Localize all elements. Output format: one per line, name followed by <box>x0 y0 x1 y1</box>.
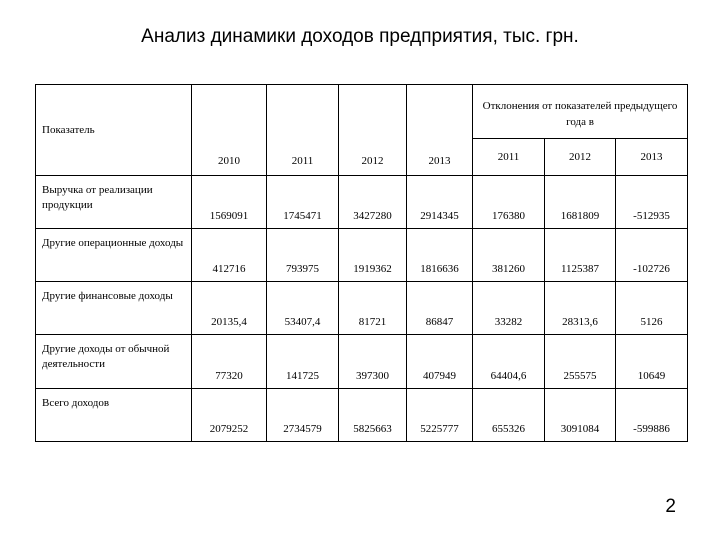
row-label: Другие финансовые доходы <box>36 282 192 335</box>
value-cell: 412716 <box>192 229 267 282</box>
value-cell: 3427280 <box>339 176 407 229</box>
deviation-year-2012: 2012 <box>545 139 616 176</box>
value-cell: 793975 <box>267 229 339 282</box>
value-cell: 2734579 <box>267 389 339 442</box>
table-row <box>36 282 688 335</box>
value-cell: 141725 <box>267 335 339 389</box>
row-label: Другие доходы от обычной деятельности <box>36 335 192 389</box>
deviation-cell: 28313,6 <box>545 282 616 335</box>
deviation-cell: -102726 <box>616 229 688 282</box>
row-label: Другие операционные доходы <box>36 229 192 282</box>
deviation-year-2011: 2011 <box>473 139 545 176</box>
value-cell: 1816636 <box>407 229 473 282</box>
deviation-cell: 255575 <box>545 335 616 389</box>
value-cell: 5825663 <box>339 389 407 442</box>
deviation-year-2013: 2013 <box>616 139 688 176</box>
deviation-cell: 1681809 <box>545 176 616 229</box>
deviation-cell: -599886 <box>616 389 688 442</box>
value-cell: 2079252 <box>192 389 267 442</box>
indicator-header: Показатель <box>36 85 192 176</box>
value-cell: 397300 <box>339 335 407 389</box>
deviation-cell: 655326 <box>473 389 545 442</box>
value-cell: 53407,4 <box>267 282 339 335</box>
value-cell: 1569091 <box>192 176 267 229</box>
year-header-2011: 2011 <box>267 85 339 176</box>
value-cell: 86847 <box>407 282 473 335</box>
year-header-2012: 2012 <box>339 85 407 176</box>
deviation-cell: 33282 <box>473 282 545 335</box>
value-cell: 407949 <box>407 335 473 389</box>
table-row <box>36 176 688 229</box>
value-cell: 81721 <box>339 282 407 335</box>
row-label: Выручка от реализации продукции <box>36 176 192 229</box>
deviation-header: Отклонения от показателей предыдущего года в <box>473 85 688 139</box>
value-cell: 2914345 <box>407 176 473 229</box>
income-dynamics-table <box>35 84 688 442</box>
page-title: Анализ динамики доходов предприятия, тыс. грн. <box>141 26 579 47</box>
deviation-cell: 5126 <box>616 282 688 335</box>
deviation-cell: 3091084 <box>545 389 616 442</box>
value-cell: 1919362 <box>339 229 407 282</box>
page-number: 2 <box>665 496 676 517</box>
value-cell: 20135,4 <box>192 282 267 335</box>
deviation-cell: 64404,6 <box>473 335 545 389</box>
year-header-2010: 2010 <box>192 85 267 176</box>
table-row <box>36 389 688 442</box>
table-row <box>36 335 688 389</box>
deviation-cell: 176380 <box>473 176 545 229</box>
value-cell: 5225777 <box>407 389 473 442</box>
row-label: Всего доходов <box>36 389 192 442</box>
deviation-cell: 10649 <box>616 335 688 389</box>
header-row-1 <box>36 85 688 139</box>
table-row <box>36 229 688 282</box>
deviation-cell: 1125387 <box>545 229 616 282</box>
value-cell: 77320 <box>192 335 267 389</box>
deviation-cell: -512935 <box>616 176 688 229</box>
year-header-2013: 2013 <box>407 85 473 176</box>
deviation-cell: 381260 <box>473 229 545 282</box>
value-cell: 1745471 <box>267 176 339 229</box>
